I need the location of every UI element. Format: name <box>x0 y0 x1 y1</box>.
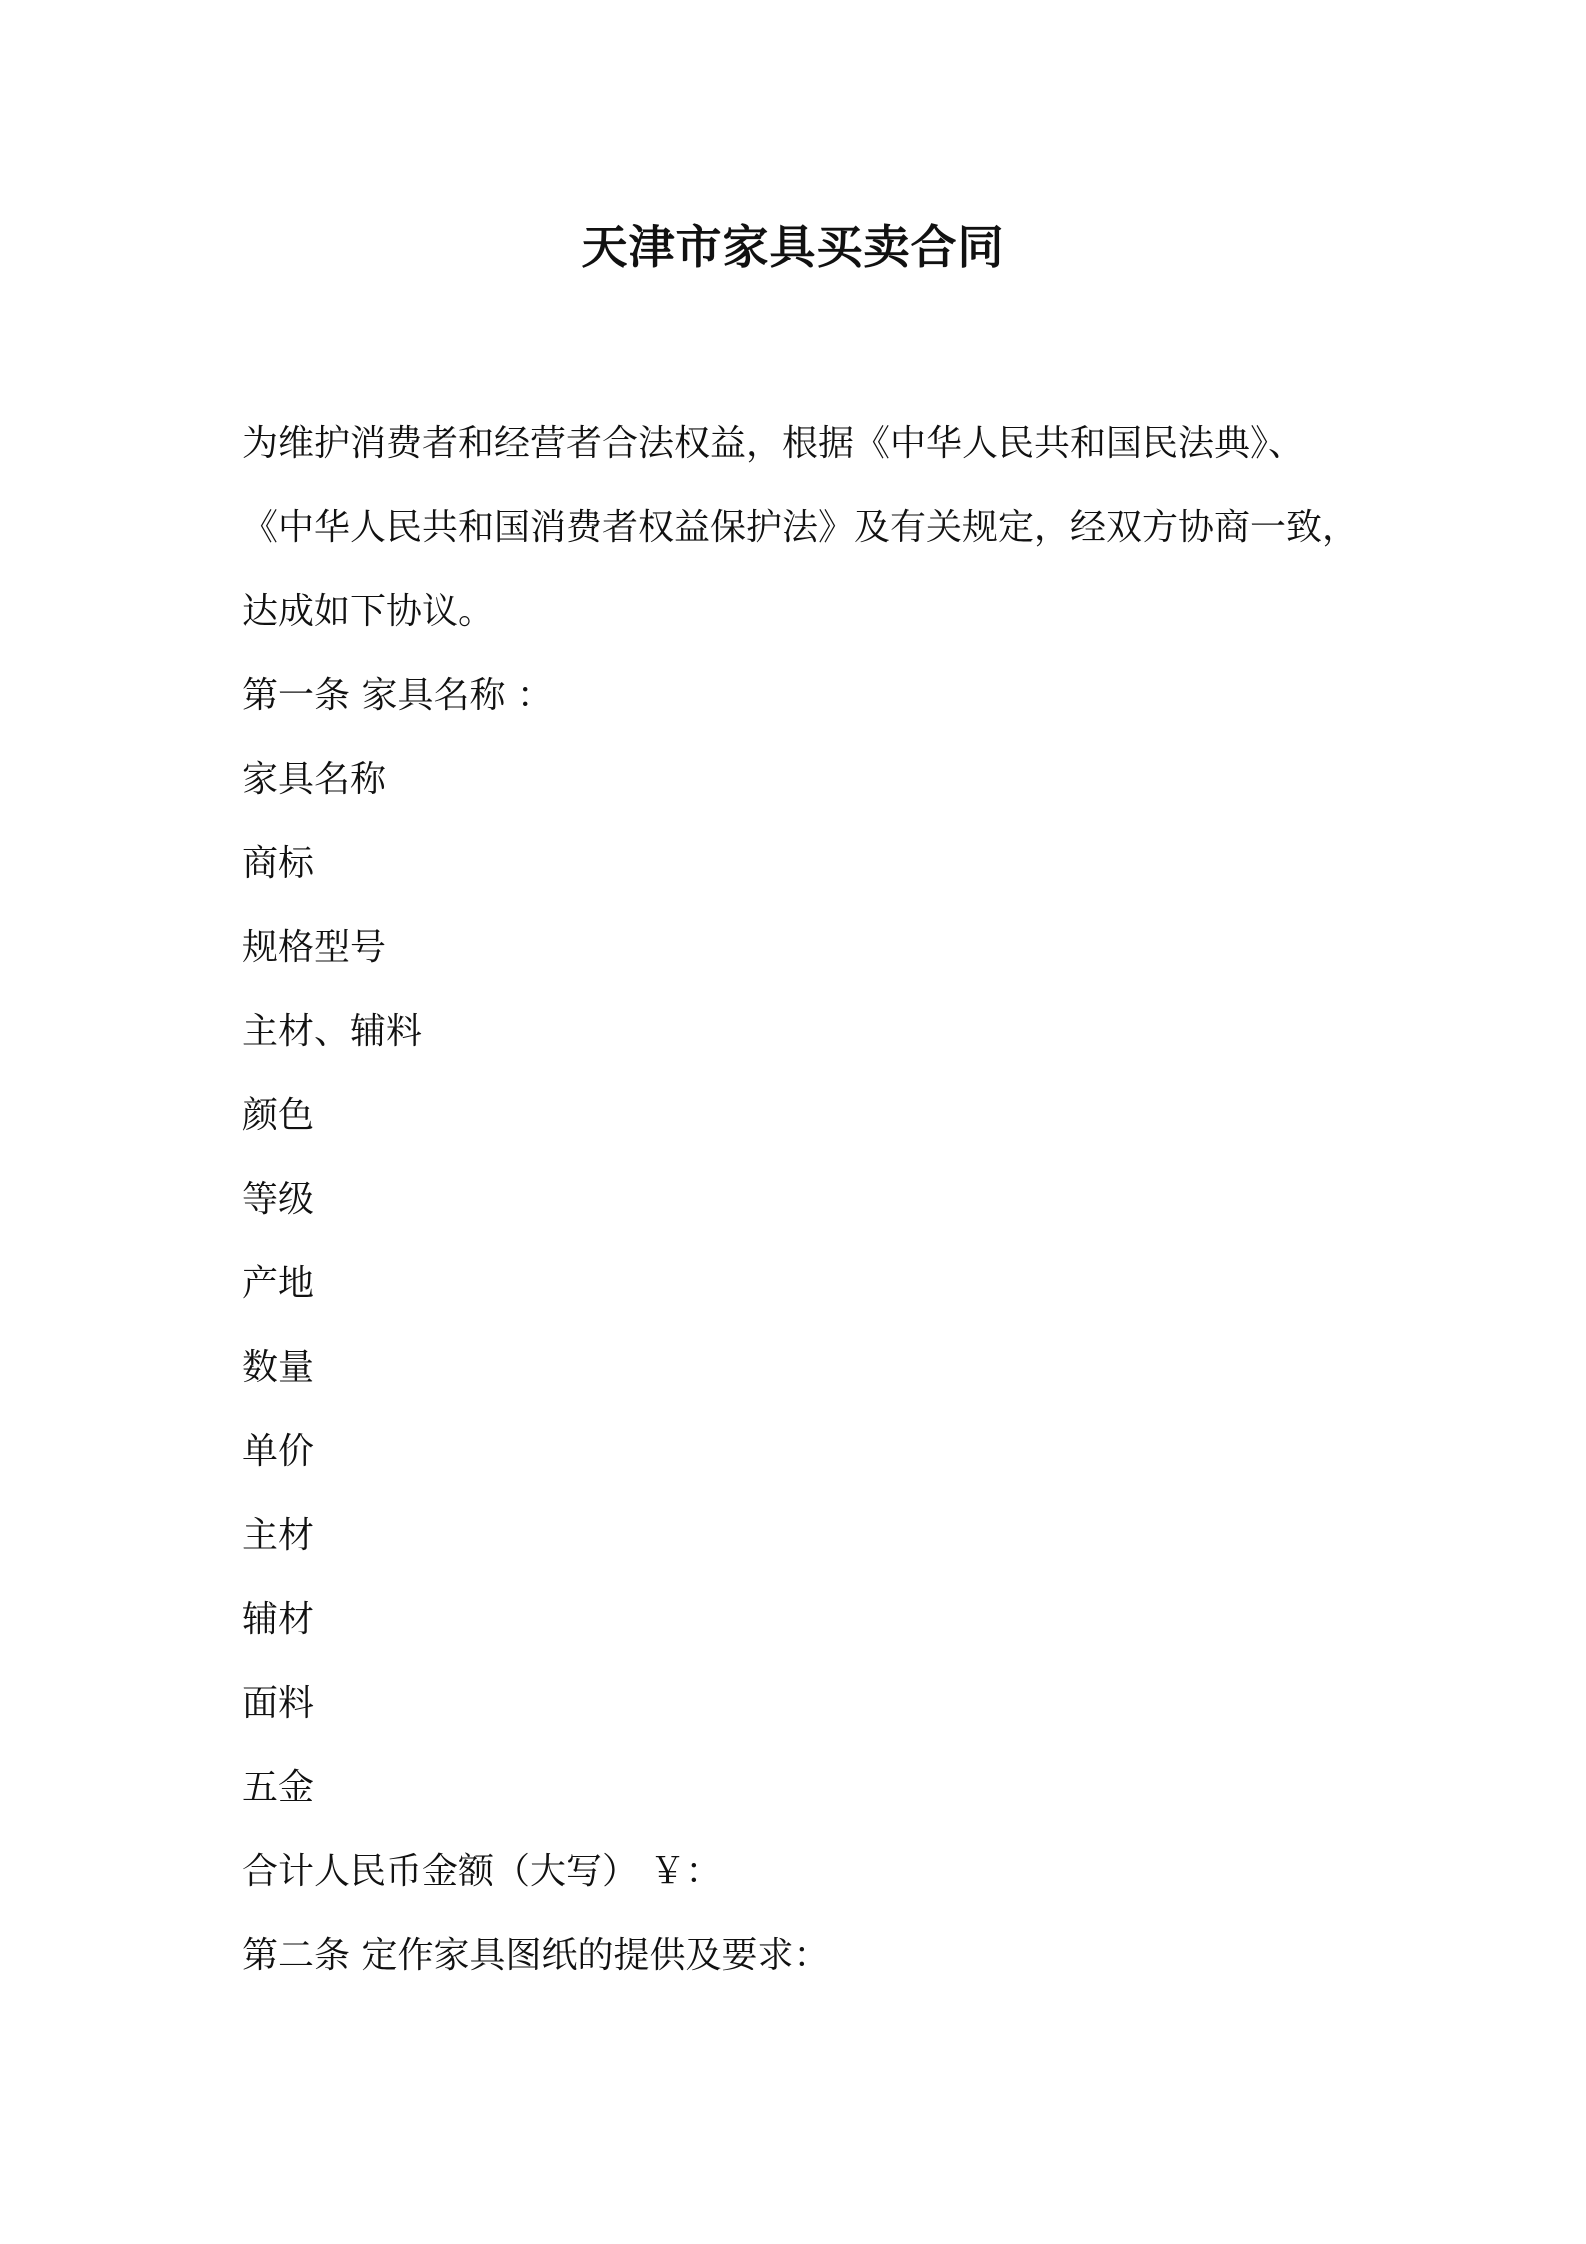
total-amount-line: 合计人民币金额（大写） ￥： <box>242 1851 722 1892</box>
field-hardware: 五金 <box>242 1767 315 1808</box>
field-furniture-name: 家具名称 <box>242 759 387 800</box>
intro-line-2: 《中华人民共和国消费者权益保护法》及有关规定，经双方协商一致， <box>242 507 1359 548</box>
field-auxiliary-material: 辅材 <box>242 1599 315 1640</box>
field-unit-price: 单价 <box>242 1431 315 1472</box>
document-body <box>242 402 1372 1998</box>
field-materials: 主材、辅料 <box>242 1011 423 1052</box>
article-1-heading: 第一条 家具名称 ： <box>242 675 553 716</box>
field-color: 颜色 <box>242 1095 315 1136</box>
field-fabric: 面料 <box>242 1683 315 1724</box>
document-title: 天津市家具买卖合同 <box>581 220 1005 274</box>
intro-line-3: 达成如下协议。 <box>242 591 495 632</box>
field-model: 规格型号 <box>242 927 387 968</box>
field-trademark: 商标 <box>242 843 315 884</box>
field-origin: 产地 <box>242 1263 315 1304</box>
article-2-heading: 第二条 定作家具图纸的提供及要求： <box>242 1935 830 1976</box>
field-main-material: 主材 <box>242 1515 315 1556</box>
field-quantity: 数量 <box>242 1347 315 1388</box>
field-grade: 等级 <box>242 1179 315 1220</box>
intro-line-1: 为维护消费者和经营者合法权益，根据《中华人民共和国民法典》、 <box>242 423 1305 464</box>
